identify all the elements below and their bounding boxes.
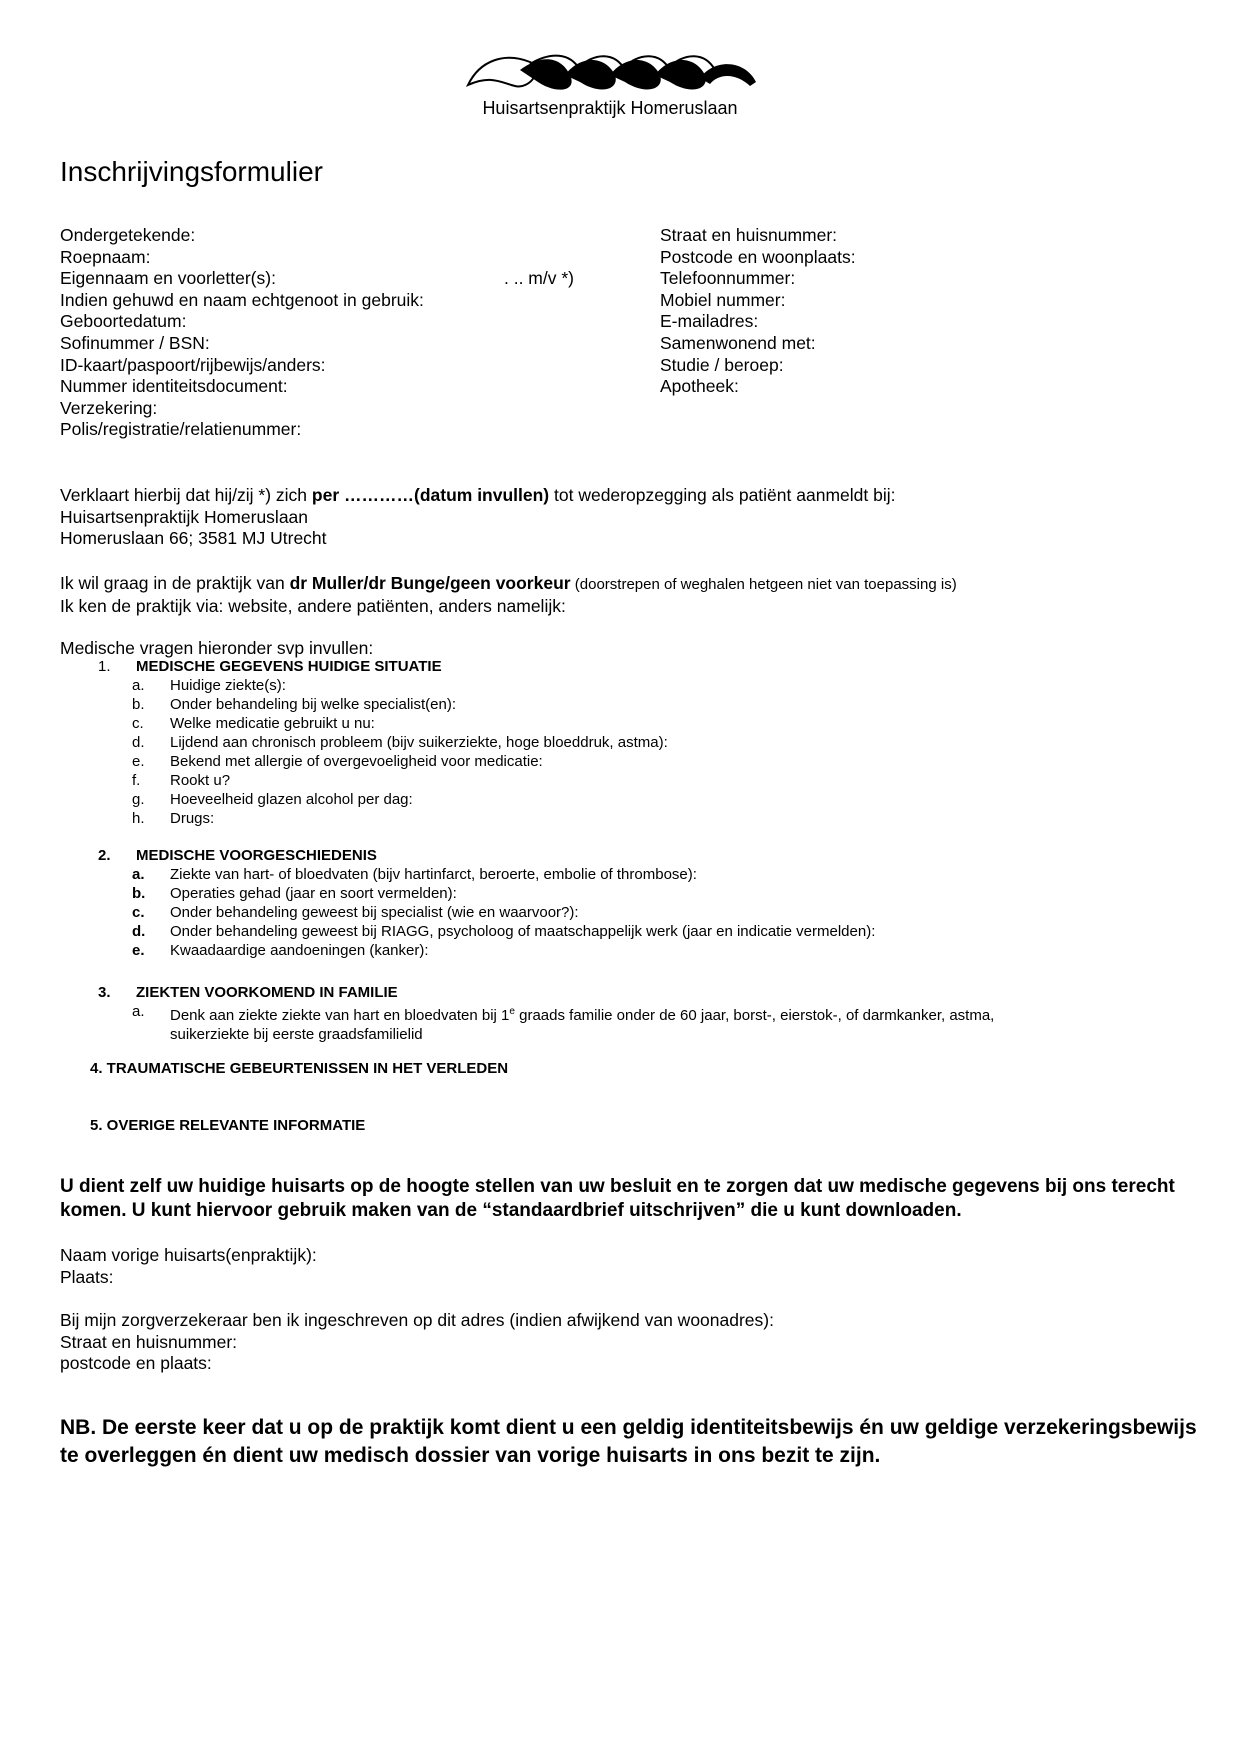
item-text-part: Denk aan ziekte ziekte van hart en bloedvaten bij 1 <box>170 1007 510 1024</box>
previous-gp-name: Naam vorige huisarts(enpraktijk): <box>60 1245 317 1265</box>
previous-gp <box>60 1245 317 1288</box>
declaration-address: Homeruslaan 66; 3581 MJ Utrecht <box>60 528 327 549</box>
field-label: Apotheek: <box>660 376 739 397</box>
field-label: ID-kaart/paspoort/rijbewijs/anders: <box>60 354 326 375</box>
declaration-line <box>60 485 895 507</box>
section-number: 2. <box>98 847 111 864</box>
practice-name: Huisartsenpraktijk Homeruslaan <box>482 98 738 118</box>
item-text: Bekend met allergie of overgevoeligheid voor medicatie: <box>170 753 543 770</box>
item-text-part: suikerziekte bij eerste graadsfamilielid <box>170 1026 423 1043</box>
preference <box>60 573 957 617</box>
list-item <box>60 922 875 941</box>
field-label: E-mailadres: <box>660 311 759 332</box>
item-superscript: e <box>509 1006 515 1017</box>
personal-fields-right <box>660 225 856 398</box>
item-letter: c. <box>132 904 145 921</box>
item-letter: h. <box>132 810 145 827</box>
section-5-heading: 5. OVERIGE RELEVANTE INFORMATIE <box>90 1117 366 1134</box>
section-1 <box>98 657 668 828</box>
item-text: Rookt u? <box>170 772 231 789</box>
item-letter: b. <box>132 885 146 902</box>
list-item <box>60 865 875 884</box>
item-text: Huidige ziekte(s): <box>170 677 286 694</box>
list-item <box>60 676 668 695</box>
item-text: Welke medicatie gebruikt u nu: <box>170 715 375 732</box>
field-label: Eigennaam en voorletter(s): <box>60 268 276 289</box>
field-label: Postcode en woonplaats: <box>660 246 856 267</box>
section-title: ZIEKTEN VOORKOMEND IN FAMILIE <box>136 984 398 1001</box>
item-letter: c. <box>132 715 144 732</box>
practice-header <box>420 50 800 119</box>
item-text: Drugs: <box>170 810 215 827</box>
insurer-intro: Bij mijn zorgverzekeraar ben ik ingeschreven op dit adres (indien afwijkend van woonadres): <box>60 1310 774 1330</box>
item-letter: e. <box>132 942 145 959</box>
section-2 <box>98 846 875 960</box>
item-letter: a. <box>132 866 145 883</box>
field-label: Geboortedatum: <box>60 311 187 332</box>
declaration <box>60 485 895 550</box>
section-title: MEDISCHE VOORGESCHIEDENIS <box>136 847 377 864</box>
list-item <box>60 752 668 771</box>
list-item <box>60 941 875 960</box>
item-letter: d. <box>132 923 146 940</box>
list-item <box>60 714 668 733</box>
section-number: 1. <box>98 658 111 675</box>
final-notice: NB. De eerste keer dat u op de praktijk komt dient u een geldig identiteitsbewijs én uw geldige verzekeringsbewijs te overleggen én dient uw medisch dossier van vorige huisarts in ons bezit te zijn. <box>60 1416 1197 1467</box>
field-label: Nummer identiteitsdocument: <box>60 376 288 397</box>
notice-previous-gp: U dient zelf uw huidige huisarts op de hoogte stellen van uw besluit en te zorgen dat uw medische gegevens bij ons terecht komen. U kunt hiervoor gebruik maken van de “standaardbrief uitschrijven” die u kunt downloaden. <box>60 1176 1175 1221</box>
field-label: Telefoonnummer: <box>660 268 796 289</box>
preference-line <box>60 573 957 596</box>
field-label: Roepnaam: <box>60 246 151 267</box>
section-heading <box>98 846 875 865</box>
field-label: Sofinummer / BSN: <box>60 332 210 353</box>
field-label: Ondergetekende: <box>60 225 196 245</box>
preference-prefix: Ik wil graag in de praktijk van <box>60 573 290 593</box>
list-item <box>60 733 668 752</box>
section-3 <box>98 983 994 1044</box>
list-item <box>60 903 875 922</box>
item-text: Onder behandeling geweest bij RIAGG, psycholoog of maatschappelijk werk (jaar en indicatie vermelden): <box>170 923 876 940</box>
preference-note: (doorstrepen of weghalen hetgeen niet van toepassing is) <box>570 576 957 593</box>
item-letter: e. <box>132 753 145 770</box>
declaration-prefix: Verklaart hierbij dat hij/zij *) zich <box>60 485 312 505</box>
item-text: Kwaadaardige aandoeningen (kanker): <box>170 942 429 959</box>
list-item <box>60 695 668 714</box>
field-label: Straat en huisnummer: <box>660 225 838 245</box>
section-number: 3. <box>98 984 111 1001</box>
item-text-part: graads familie onder de 60 jaar, borst-, eierstok-, of darmkanker, astma, <box>514 1007 995 1024</box>
item-text: Ziekte van hart- of bloedvaten (bijv hartinfarct, beroerte, embolie of thrombose): <box>170 866 697 883</box>
item-text: Onder behandeling geweest bij specialist (wie en waarvoor?): <box>170 904 579 921</box>
section-4-heading: 4. TRAUMATISCHE GEBEURTENISSEN IN HET VERLEDEN <box>90 1060 509 1077</box>
gender-field: . .. m/v *) <box>504 268 574 288</box>
item-letter: g. <box>132 791 145 808</box>
item-letter: a. <box>132 1003 145 1020</box>
previous-gp-place: Plaats: <box>60 1266 114 1287</box>
list-item <box>60 884 875 903</box>
insurer-street: Straat en huisnummer: <box>60 1331 238 1352</box>
item-letter: a. <box>132 677 145 694</box>
section-heading <box>98 657 668 676</box>
field-label: Indien gehuwd en naam echtgenoot in gebruik: <box>60 289 424 310</box>
item-letter: f. <box>132 772 141 789</box>
field-label: Polis/registratie/relatienummer: <box>60 419 302 440</box>
field-label: Studie / beroep: <box>660 354 784 375</box>
personal-fields-left <box>60 225 424 441</box>
medical-intro: Medische vragen hieronder svp invullen: <box>60 638 374 658</box>
section-title: MEDISCHE GEGEVENS HUIDIGE SITUATIE <box>136 658 442 675</box>
item-text: Onder behandeling bij welke specialist(en): <box>170 696 456 713</box>
item-text: Hoeveelheid glazen alcohol per dag: <box>170 791 413 808</box>
declaration-suffix: tot wederopzegging als patiënt aanmeldt bij: <box>549 485 896 505</box>
field-label: Verzekering: <box>60 397 158 418</box>
item-text: Lijdend aan chronisch probleem (bijv suikerziekte, hoge bloeddruk, astma): <box>170 734 668 751</box>
item-letter: b. <box>132 696 145 713</box>
item-letter: d. <box>132 734 145 751</box>
declaration-date: per …………(datum invullen) <box>311 485 550 505</box>
list-item <box>60 771 668 790</box>
insurer-address <box>60 1310 774 1375</box>
list-item <box>60 809 668 828</box>
declaration-practice: Huisartsenpraktijk Homeruslaan <box>60 506 309 527</box>
wave-logo-icon <box>460 50 760 100</box>
known-via: Ik ken de praktijk via: website, andere patiënten, anders namelijk: <box>60 595 566 616</box>
item-text: Operaties gehad (jaar en soort vermelden): <box>170 885 457 902</box>
item-text <box>170 1002 994 1044</box>
field-label: Mobiel nummer: <box>660 289 786 310</box>
preference-doctors: dr Muller/dr Bunge/geen voorkeur <box>289 573 571 593</box>
section-heading <box>98 983 994 1002</box>
page-title: Inschrijvingsformulier <box>60 156 323 187</box>
list-item <box>60 1002 994 1044</box>
insurer-postcode: postcode en plaats: <box>60 1353 212 1374</box>
list-item <box>60 790 668 809</box>
field-label: Samenwonend met: <box>660 332 816 353</box>
